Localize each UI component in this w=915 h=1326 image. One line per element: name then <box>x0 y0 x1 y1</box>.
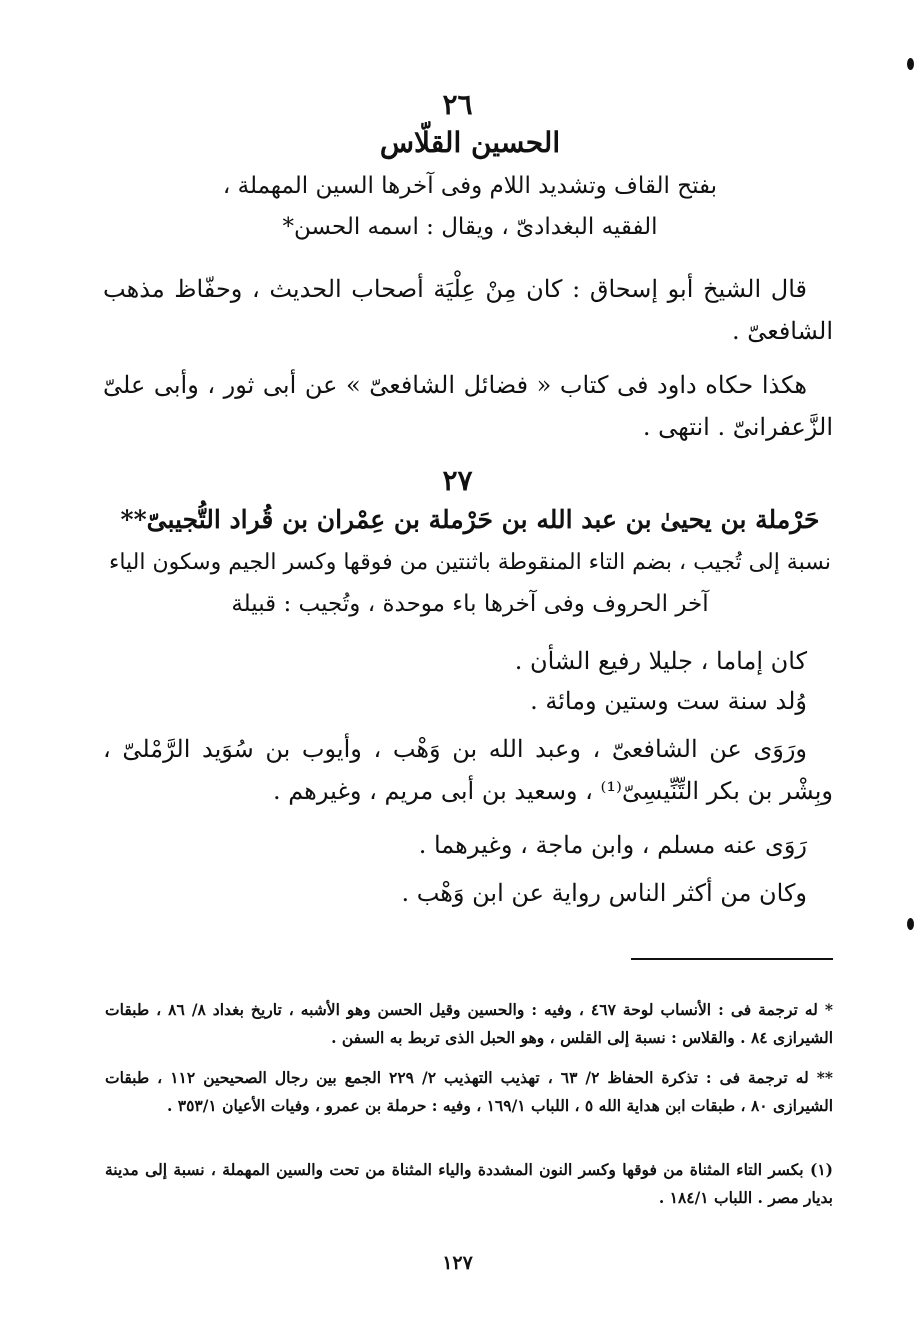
entry-subtitle: الفقيه البغدادىّ ، ويقال : اسمه الحسن* <box>282 214 658 240</box>
paragraph: وُلد سنة ست وستين ومائة . <box>530 687 807 715</box>
footnote: * له ترجمة فى : الأنساب لوحة ٤٦٧ ، وفيه : والحسين وقيل الحسن وهو الأشبه ، تاريخ بغداد ٨/ ٨٦ ، طبقات الشيرازى ٨٤ . والقلاس : نسبة إلى القلس ، وهو الحبل الذى تربط به السفن . <box>105 1000 833 1047</box>
paragraph: كان إماما ، جليلا رفيع الشأن . <box>514 647 807 675</box>
paragraph: ورَوَى عن الشافعىّ ، وعبد الله بن وَهْب ، وأيوب بن سُوَيد الرَّمْلىّ ، وبِشْر بن بكر التِّنِّيسِىّ⁽¹⁾ ، وسعيد بن أبى مريم ، وغيرهم . <box>103 735 833 805</box>
paragraph: قال الشيخ أبو إسحاق : كان مِنْ عِلْيَة أصحاب الحديث ، وحفّاظ مذهب الشافعىّ . <box>103 275 833 345</box>
entry-title: الحسين القلّاس <box>379 126 561 159</box>
entry-subtitle: نسبة إلى تُجيب ، بضم التاء المنقوطة باثنتين من فوقها وكسر الجيم وسكون الياء <box>108 550 831 575</box>
paragraph: وكان من أكثر الناس رواية عن ابن وَهْب . <box>401 879 807 907</box>
entry-subtitle: آخر الحروف وفى آخرها باء موحدة ، وتُجيب : قبيلة <box>231 591 709 617</box>
footnote: (١) بكسر التاء المثناة من فوقها وكسر النون المشددة والياء المثناة من تحت والسين المهملة ، نسبة إلى مدينة بديار مصر . اللباب ١٨٤/١ . <box>105 1160 833 1207</box>
footnote: ** له ترجمة فى : تذكرة الحفاظ ٢/ ٦٣ ، تهذيب التهذيب ٢/ ٢٢٩ الجمع بين رجال الصحيحين ١١٢ ، طبقات الشيرازى ٨٠ ، طبقات ابن هداية الله ٥ ، اللباب ١٦٩/١ ، وفيه : حرملة بن عمرو ، وفيات الأعيان ٣٥٣/١ . <box>105 1068 833 1115</box>
entry-number: ٢٦ <box>442 88 473 121</box>
entry-number: ٢٧ <box>442 464 473 497</box>
entry-title: حَرْملة بن يحيىٰ بن عبد الله بن حَرْملة بن عِمْران بن قُراد التُّجيبىّ** <box>120 505 820 534</box>
entry-subtitle: بفتح القاف وتشديد اللام وفى آخرها السين المهملة ، <box>222 173 718 199</box>
footnote-divider <box>631 958 833 960</box>
scan-edge-mark <box>907 918 914 930</box>
paragraph: هكذا حكاه داود فى كتاب « فضائل الشافعىّ » عن أبى ثور ، وأبى علىّ الزَّعفرانىّ . انتهى . <box>103 371 833 441</box>
page-number: ١٢٧ <box>442 1252 473 1274</box>
scan-edge-mark <box>907 58 914 70</box>
paragraph: رَوَى عنه مسلم ، وابن ماجة ، وغيرهما . <box>418 831 807 859</box>
